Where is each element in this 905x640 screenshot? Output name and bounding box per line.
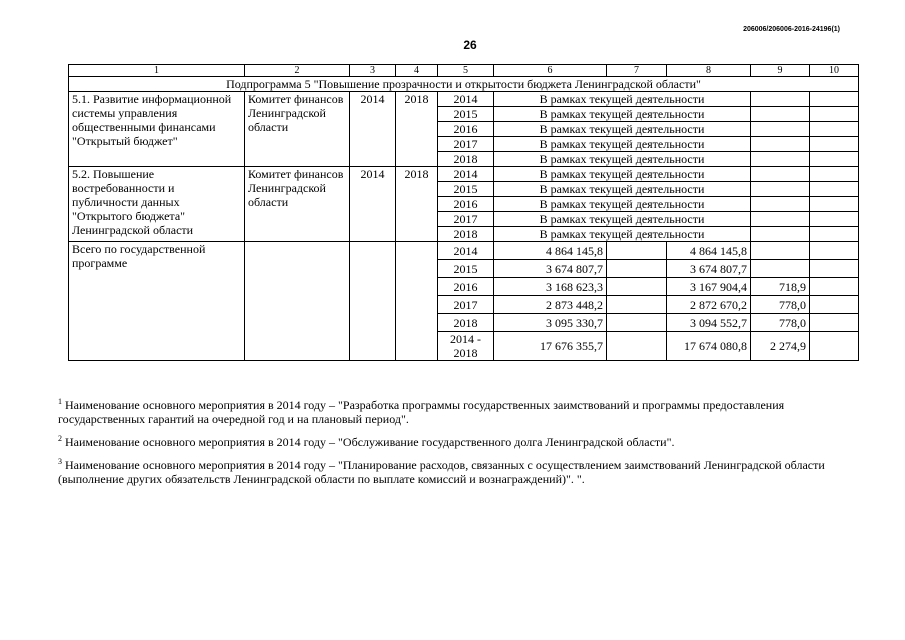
program-table [68, 64, 859, 361]
empty-cell [810, 260, 859, 278]
column-number: 6 [494, 65, 607, 77]
total-col6: 3 674 807,7 [494, 260, 607, 278]
empty-cell [810, 212, 859, 227]
total-row [69, 242, 859, 260]
total-year: 2016 [438, 278, 494, 296]
total-col6: 4 864 145,8 [494, 242, 607, 260]
year-cell: 2014 [438, 167, 494, 182]
empty-cell [607, 332, 667, 361]
activity-end-year: 2018 [396, 167, 438, 242]
footnote [58, 458, 848, 486]
empty-cell [810, 227, 859, 242]
empty-cell [607, 278, 667, 296]
financing-note: В рамках текущей деятельности [494, 137, 751, 152]
activity-name: 5.1. Развитие информационной системы управления общественными финансами "Открытый бюджет" [69, 92, 245, 167]
footnotes [58, 398, 848, 495]
total-col8: 3 094 552,7 [667, 314, 751, 332]
empty-cell [607, 314, 667, 332]
total-label: Всего по государственной программе [69, 242, 245, 361]
subprogram-title: Подпрограмма 5 "Повышение прозрачности и открытости бюджета Ленинградской области" [69, 77, 859, 92]
year-cell: 2015 [438, 107, 494, 122]
footnote-mark: 2 [58, 434, 62, 443]
empty-cell [810, 107, 859, 122]
total-col9: 778,0 [751, 314, 810, 332]
activity-start-year: 2014 [350, 92, 396, 167]
activity-executor: Комитет финансов Ленинградской области [245, 167, 350, 242]
column-number: 4 [396, 65, 438, 77]
year-cell: 2016 [438, 197, 494, 212]
financing-note: В рамках текущей деятельности [494, 92, 751, 107]
total-col9: 718,9 [751, 278, 810, 296]
total-col6: 3 095 330,7 [494, 314, 607, 332]
empty-cell [810, 242, 859, 260]
empty-cell [607, 296, 667, 314]
total-col8: 3 674 807,7 [667, 260, 751, 278]
empty-cell [810, 278, 859, 296]
total-col9: 2 274,9 [751, 332, 810, 361]
total-year: 2014 - 2018 [438, 332, 494, 361]
year-cell: 2014 [438, 92, 494, 107]
footnote-text: Наименование основного мероприятия в 2014 году – "Разработка программы государственных заимствований и программы предоставления государственных гарантий на очередной год и на плановый период". [58, 398, 785, 426]
column-number: 1 [69, 65, 245, 77]
activity-end-year: 2018 [396, 92, 438, 167]
total-col9: 778,0 [751, 296, 810, 314]
empty-cell [810, 296, 859, 314]
financing-note: В рамках текущей деятельности [494, 212, 751, 227]
footnote-text: Наименование основного мероприятия в 2014 году – "Планирование расходов, связанных с осуществлением заимствований Ленинградской области (выполнение других обязательств Ленинградской области по выплате комиссий и вознаграждений)". ". [58, 458, 825, 486]
year-cell: 2017 [438, 137, 494, 152]
empty-cell [810, 137, 859, 152]
empty-cell [810, 314, 859, 332]
empty-cell [751, 182, 810, 197]
total-year: 2017 [438, 296, 494, 314]
column-number: 8 [667, 65, 751, 77]
empty-cell [751, 92, 810, 107]
empty-cell [751, 227, 810, 242]
total-year: 2018 [438, 314, 494, 332]
activity-start-year: 2014 [350, 167, 396, 242]
document-id: 206006/206006-2016-24196(1) [743, 26, 840, 33]
total-year: 2014 [438, 242, 494, 260]
column-number: 5 [438, 65, 494, 77]
subprogram-row [69, 77, 859, 92]
total-col6: 17 676 355,7 [494, 332, 607, 361]
financing-note: В рамках текущей деятельности [494, 122, 751, 137]
empty-cell [810, 167, 859, 182]
empty-cell [751, 212, 810, 227]
table-header-row [69, 65, 859, 77]
total-col6: 2 873 448,2 [494, 296, 607, 314]
table-row [69, 92, 859, 107]
column-number: 9 [751, 65, 810, 77]
column-number: 2 [245, 65, 350, 77]
activity-name: 5.2. Повышение востребованности и публичности данных "Открытого бюджета" Ленинградской области [69, 167, 245, 242]
empty-cell [751, 107, 810, 122]
total-col8: 2 872 670,2 [667, 296, 751, 314]
total-col6: 3 168 623,3 [494, 278, 607, 296]
year-cell: 2018 [438, 152, 494, 167]
total-col9 [751, 242, 810, 260]
financing-note: В рамках текущей деятельности [494, 227, 751, 242]
year-cell: 2017 [438, 212, 494, 227]
financing-note: В рамках текущей деятельности [494, 197, 751, 212]
empty-cell [350, 242, 396, 361]
empty-cell [810, 182, 859, 197]
footnote-mark: 3 [58, 457, 62, 466]
empty-cell [607, 260, 667, 278]
empty-cell [751, 152, 810, 167]
column-number: 3 [350, 65, 396, 77]
empty-cell [751, 122, 810, 137]
year-cell: 2016 [438, 122, 494, 137]
empty-cell [396, 242, 438, 361]
column-number: 7 [607, 65, 667, 77]
total-col8: 17 674 080,8 [667, 332, 751, 361]
financing-note: В рамках текущей деятельности [494, 182, 751, 197]
year-cell: 2018 [438, 227, 494, 242]
year-cell: 2015 [438, 182, 494, 197]
empty-cell [751, 167, 810, 182]
empty-cell [810, 152, 859, 167]
activity-executor: Комитет финансов Ленинградской области [245, 92, 350, 167]
empty-cell [810, 92, 859, 107]
empty-cell [607, 242, 667, 260]
total-col8: 3 167 904,4 [667, 278, 751, 296]
page-number: 26 [463, 38, 477, 52]
footnote-mark: 1 [58, 397, 62, 406]
empty-cell [810, 332, 859, 361]
total-col8: 4 864 145,8 [667, 242, 751, 260]
empty-cell [245, 242, 350, 361]
financing-note: В рамках текущей деятельности [494, 107, 751, 122]
footnote-text: Наименование основного мероприятия в 2014 году – "Обслуживание государственного долга Ленинградской области". [65, 435, 675, 449]
table-row [69, 167, 859, 182]
financing-note: В рамках текущей деятельности [494, 167, 751, 182]
financing-note: В рамках текущей деятельности [494, 152, 751, 167]
total-col9 [751, 260, 810, 278]
footnote [58, 435, 848, 449]
total-year: 2015 [438, 260, 494, 278]
footnote [58, 398, 848, 426]
empty-cell [751, 137, 810, 152]
empty-cell [810, 197, 859, 212]
empty-cell [751, 197, 810, 212]
empty-cell [810, 122, 859, 137]
column-number: 10 [810, 65, 859, 77]
